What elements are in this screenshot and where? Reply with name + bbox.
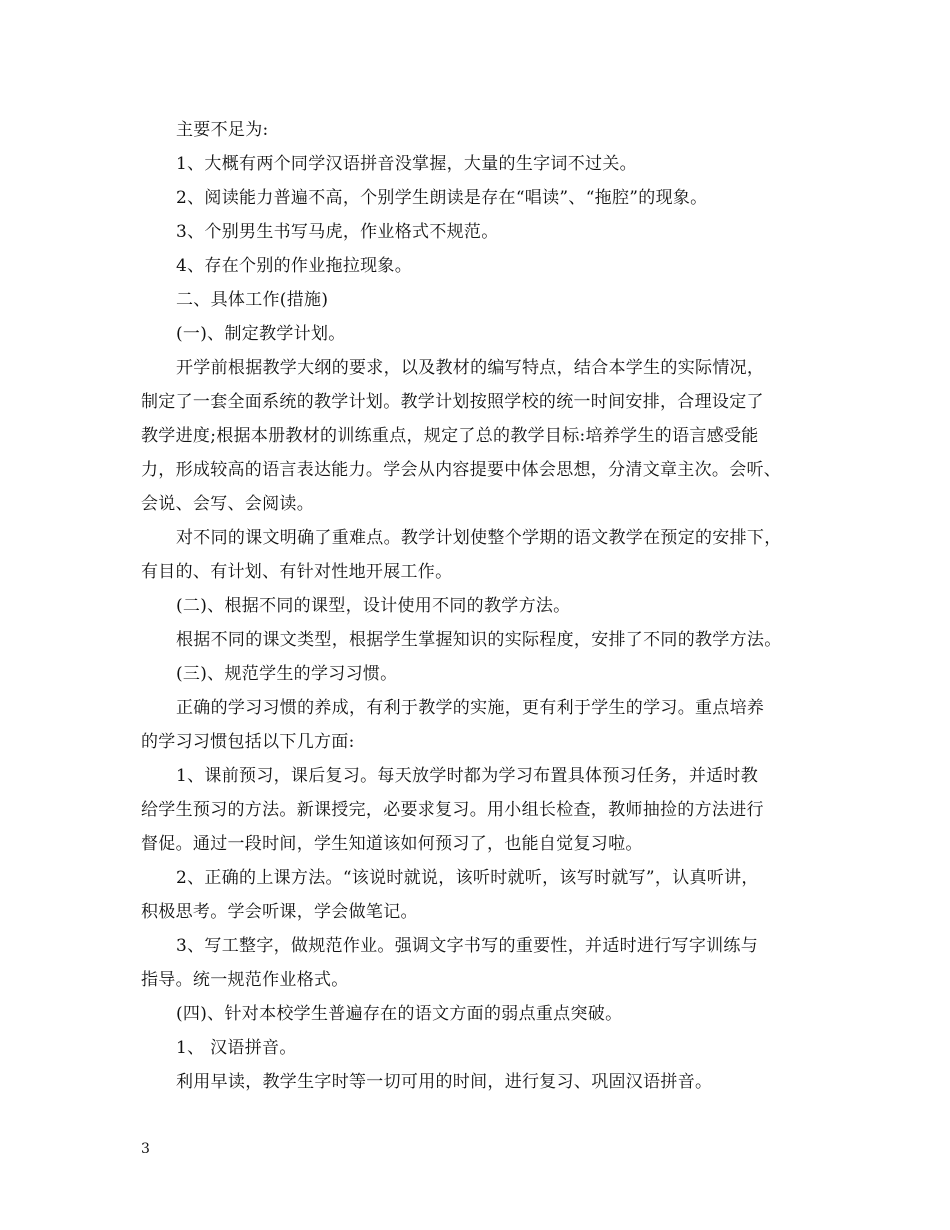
subsection-heading: (三)、规范学生的学习习惯。 — [176, 664, 398, 684]
text-line: 1、 汉语拼音。 — [176, 1038, 297, 1058]
text-line: 对不同的课文明确了重难点。教学计划使整个学期的语文教学在预定的安排下， — [176, 528, 782, 548]
text-line: 制定了一套全面系统的教学计划。教学计划按照学校的统一时间安排，合理设定了 — [141, 392, 764, 412]
text-line: 3、个别男生书写马虎，作业格式不规范。 — [176, 222, 499, 242]
page-number: 3 — [141, 1141, 150, 1157]
text-line: 利用早读，教学生字时等一切可用的时间，进行复习、巩固汉语拼音。 — [176, 1072, 713, 1092]
text-line: 2、正确的上课方法。“该说时就说，该听时就听，该写时就写”，认真听讲， — [176, 868, 759, 888]
text-line: 会说、会写、会阅读。 — [141, 494, 314, 514]
text-line: 有目的、有计划、有针对性地开展工作。 — [141, 562, 453, 582]
text-line: 给学生预习的方法。新课授完，必要求复习。用小组长检查，教师抽捡的方法进行 — [141, 800, 764, 820]
text-line: 4、存在个别的作业拖拉现象。 — [176, 256, 413, 276]
text-line: 开学前根据教学大纲的要求，以及教材的编写特点，结合本学生的实际情况， — [176, 358, 765, 378]
text-line: 的学习习惯包括以下几方面: — [141, 732, 355, 752]
text-line: 指导。统一规范作业格式。 — [141, 970, 349, 990]
text-line: 教学进度;根据本册教材的训练重点，规定了总的教学目标:培养学生的语言感受能 — [141, 426, 759, 446]
text-line: 2、阅读能力普遍不高，个别学生朗读是存在“唱读”、“拖腔”的现象。 — [176, 188, 708, 208]
section-heading: 二、具体工作(措施) — [176, 290, 329, 310]
subsection-heading: (一)、制定教学计划。 — [176, 324, 346, 344]
text-line: 正确的学习习惯的养成，有利于教学的实施，更有利于学生的学习。重点培养 — [176, 698, 765, 718]
text-line: 1、大概有两个同学汉语拼音没掌握，大量的生字词不过关。 — [176, 154, 637, 174]
text-line: 根据不同的课文类型，根据学生掌握知识的实际程度，安排了不同的教学方法。 — [176, 630, 782, 650]
text-line: 主要不足为: — [176, 120, 269, 140]
subsection-heading: (四)、针对本校学生普遍存在的语文方面的弱点重点突破。 — [176, 1004, 623, 1024]
text-line: 督促。通过一段时间，学生知道该如何预习了，也能自觉复习啦。 — [141, 834, 643, 854]
text-line: 积极思考。学会听课，学会做笔记。 — [141, 902, 418, 922]
text-line: 力，形成较高的语言表达能力。学会从内容提要中体会思想，分清文章主次。会听、 — [141, 460, 782, 480]
subsection-heading: (二)、根据不同的课型，设计使用不同的教学方法。 — [176, 596, 571, 616]
text-line: 1、课前预习，课后复习。每天放学时都为学习布置具体预习任务，并适时教 — [176, 766, 759, 786]
text-line: 3、写工整字，做规范作业。强调文字书写的重要性，并适时进行写字训练与 — [176, 936, 759, 956]
